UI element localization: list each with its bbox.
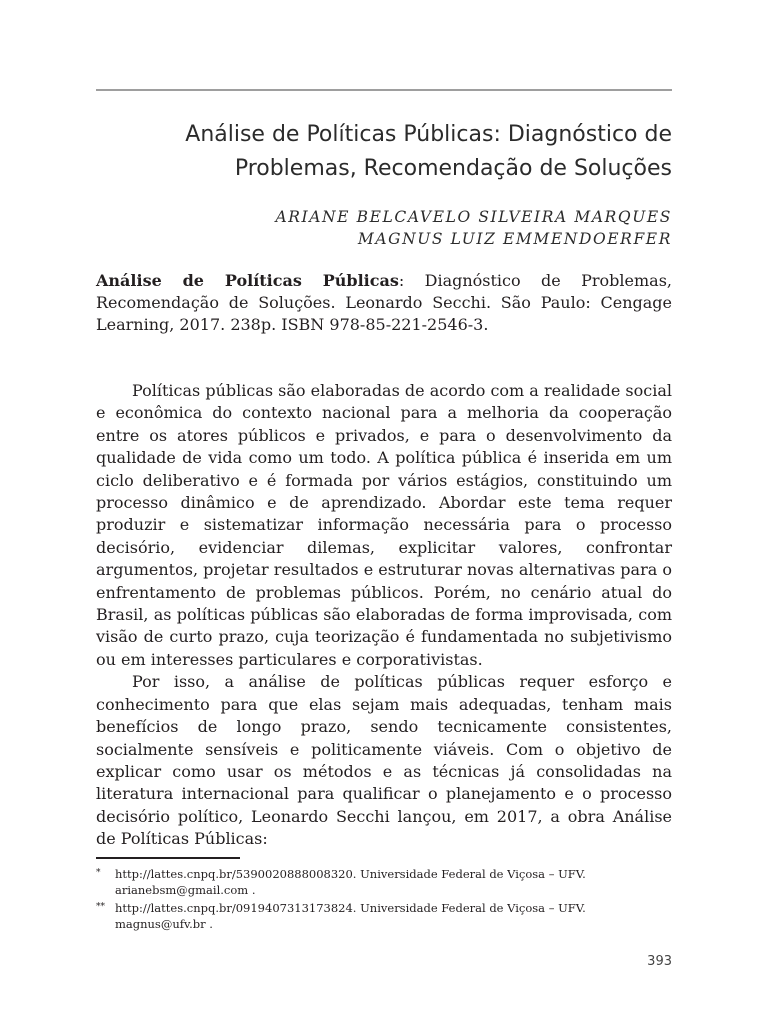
author-1-name: ARIANE BELCAVELO SILVEIRA MARQUES — [275, 208, 672, 226]
footnote-1 — [96, 866, 672, 898]
reference-book-title: Análise de Políticas Públicas — [96, 271, 399, 290]
title-line-2: Problemas, Recomendação de Soluções — [234, 156, 672, 181]
page-number: 393 — [647, 954, 672, 969]
footnote-2-line-1: http://lattes.cnpq.br/0919407313173824. Universidade Federal de Viçosa – UFV. — [115, 901, 586, 915]
footnote-rule — [96, 857, 240, 859]
footnote-2-line-2: magnus@ufv.br . — [115, 917, 213, 931]
book-reference — [96, 270, 672, 336]
footnote-1-mark: * — [96, 868, 101, 878]
body-paragraph-1: Políticas públicas são elaboradas de acordo com a realidade social e econômica do contexto nacional para a melhoria da cooperação entre os atores públicos e privados, e para o desenvolvimento da qualidade de vida como um todo. A política pública é inserida em um ciclo deliberativo e é formada por vários estágios, constituindo um processo dinâmico e de aprendizado. Abordar este tema requer produzir e sistematizar informação necessária para o processo decisório, evidenciar dilemas, explicitar valores, confrontar argumentos, projetar resultados e estruturar novas alternativas para o enfrentamento de problemas públicos. Porém, no cenário atual do Brasil, as políticas públicas são elaboradas de forma improvisada, com visão de curto prazo, cuja teorização é fundamentada no subjetivismo ou em interesses particulares e corporativistas. — [96, 381, 672, 669]
reference-details: : Diagnóstico de Problemas, Recomendação de Soluções. Leonardo Secchi. São Paulo: Cengage Learning, 2017. 238p. ISBN 978-85-221-2546-3. — [96, 271, 672, 334]
header-rule — [96, 89, 672, 91]
author-2 — [96, 228, 672, 250]
footnotes — [96, 866, 672, 934]
article-title — [96, 118, 672, 186]
article-body — [96, 380, 672, 851]
title-line-1: Análise de Políticas Públicas: Diagnóstico de — [185, 122, 672, 147]
footnote-2-mark: ** — [96, 902, 105, 912]
author-list — [96, 206, 672, 250]
body-paragraph-2: Por isso, a análise de políticas públicas requer esforço e conhecimento para que elas sejam mais adequadas, tenham mais benefícios de longo prazo, sendo tecnicamente consistentes, socialmente sensíveis e politicamente viáveis. Com o objetivo de explicar como usar os métodos e as técnicas já consolidadas na literatura internacional para qualificar o planejamento e o processo decisório político, Leonardo Secchi lançou, em 2017, a obra Análise de Políticas Públicas: — [96, 672, 672, 849]
footnote-2 — [96, 900, 672, 932]
author-2-name: MAGNUS LUIZ EMMENDOERFER — [357, 230, 672, 248]
author-1 — [96, 206, 672, 228]
footnote-1-line-1: http://lattes.cnpq.br/5390020888008320. Universidade Federal de Viçosa – UFV. — [115, 867, 586, 881]
footnote-1-line-2: arianebsm@gmail.com . — [115, 883, 256, 897]
